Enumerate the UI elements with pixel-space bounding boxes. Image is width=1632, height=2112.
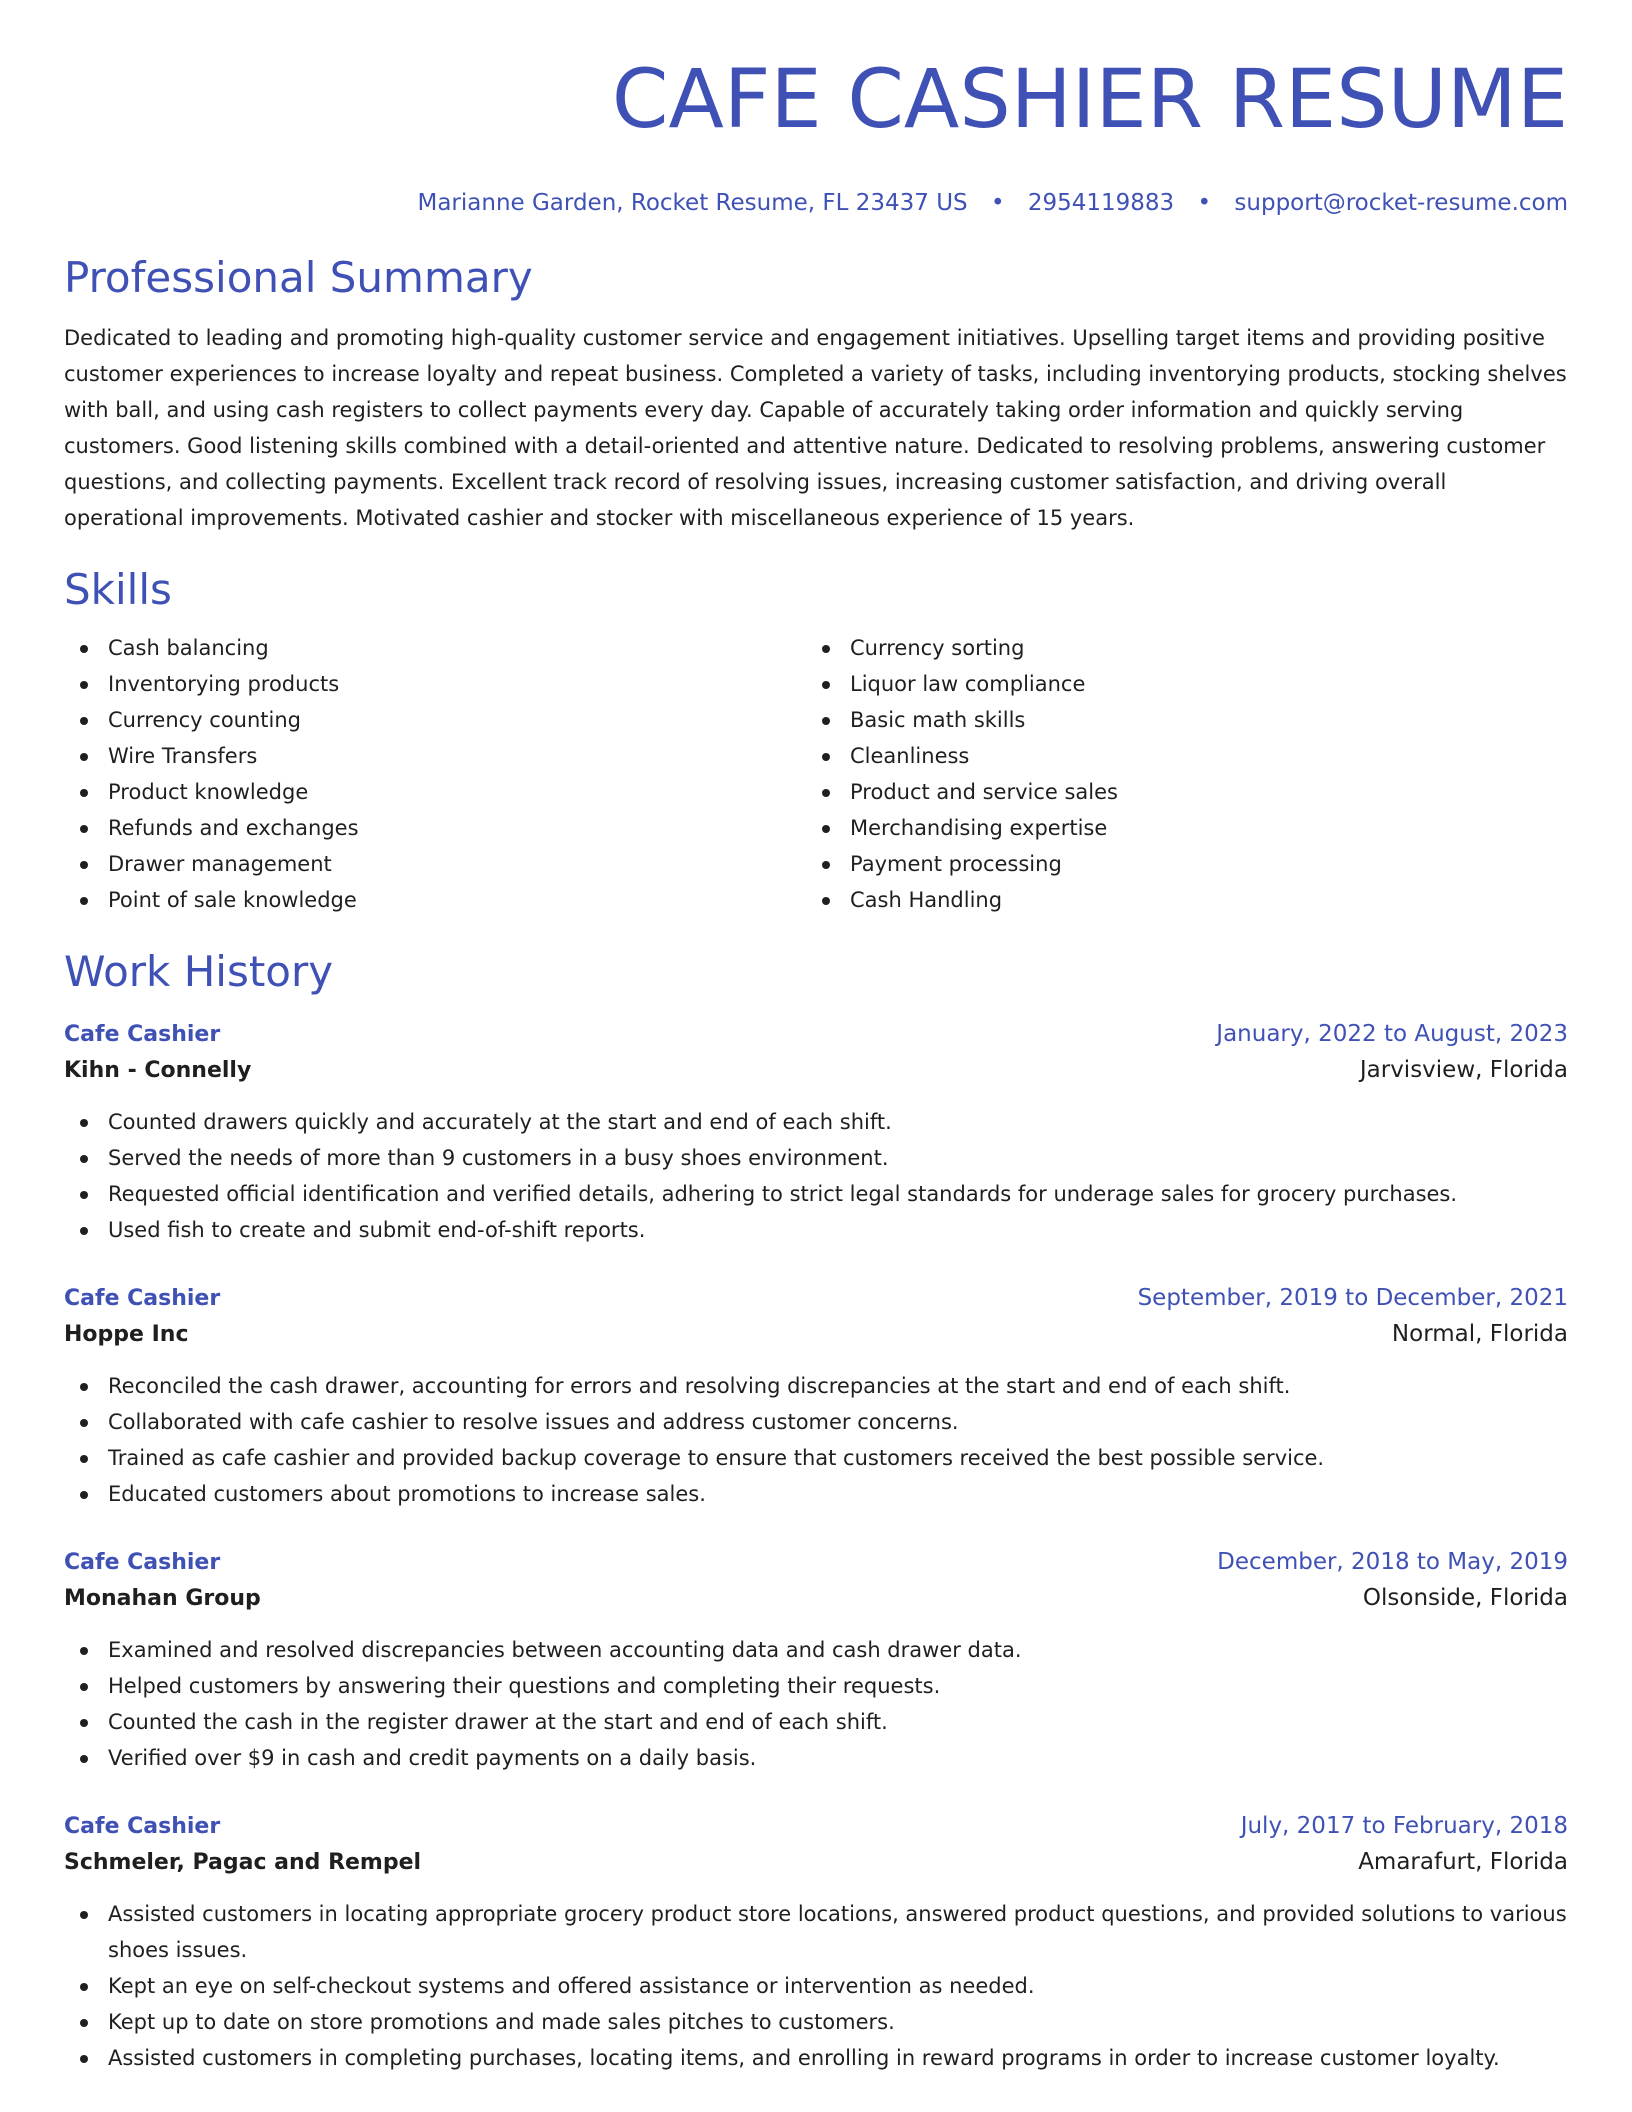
job-entry: [64, 1282, 1568, 1512]
job-title: Cafe Cashier: [64, 1814, 221, 1839]
job-bullet: Reconciled the cash drawer, accounting for errors and resolving discrepancies at the start and end of each shift.: [64, 1368, 1568, 1404]
job-dates: September, 2019 to December, 2021: [1137, 1285, 1568, 1311]
job-bullet: Assisted customers in completing purchases, locating items, and enrolling in reward programs in order to increase customer loyalty.: [64, 2040, 1568, 2076]
job-company: Schmeler, Pagac and Rempel: [64, 1850, 422, 1875]
job-bullet: Examined and resolved discrepancies between accounting data and cash drawer data.: [64, 1632, 1568, 1668]
job-bullet: Requested official identification and verified details, adhering to strict legal standards for underage sales for grocery purchases.: [64, 1176, 1568, 1212]
contact-address: Marianne Garden, Rocket Resume, FL 23437 US: [417, 190, 968, 216]
skill-item: Currency sorting: [806, 630, 1548, 666]
job-company-row: [64, 1051, 1568, 1090]
skill-item: Drawer management: [64, 846, 806, 882]
job-entry: [64, 1018, 1568, 1248]
job-bullets: [64, 1104, 1568, 1248]
job-bullets: [64, 1896, 1568, 2076]
job-company: Hoppe Inc: [64, 1322, 189, 1347]
job-bullet: Counted the cash in the register drawer at the start and end of each shift.: [64, 1704, 1568, 1740]
job-title: Cafe Cashier: [64, 1550, 221, 1575]
skill-item: Currency counting: [64, 702, 806, 738]
skill-item: Payment processing: [806, 846, 1548, 882]
job-bullet: Kept an eye on self-checkout systems and offered assistance or intervention as needed.: [64, 1968, 1568, 2004]
skill-item: Wire Transfers: [64, 738, 806, 774]
skill-item: Cash Handling: [806, 882, 1548, 918]
skill-item: Merchandising expertise: [806, 810, 1548, 846]
resume-title: CAFE CASHIER RESUME: [611, 53, 1568, 147]
job-title: Cafe Cashier: [64, 1022, 221, 1047]
job-bullet: Helped customers by answering their questions and completing their requests.: [64, 1668, 1568, 1704]
job-bullets: [64, 1368, 1568, 1512]
job-header-row: [64, 1546, 1568, 1579]
job-bullet: Served the needs of more than 9 customers in a busy shoes environment.: [64, 1140, 1568, 1176]
job-bullet: Counted drawers quickly and accurately at the start and end of each shift.: [64, 1104, 1568, 1140]
skills-heading: Skills: [64, 565, 172, 614]
skill-item: Refunds and exchanges: [64, 810, 806, 846]
job-dates: December, 2018 to May, 2019: [1217, 1549, 1568, 1575]
job-company: Kihn - Connelly: [64, 1058, 252, 1083]
job-company: Monahan Group: [64, 1586, 261, 1611]
skill-item: Cash balancing: [64, 630, 806, 666]
job-location: Olsonside, Florida: [1362, 1585, 1568, 1611]
job-bullet: Educated customers about promotions to increase sales.: [64, 1476, 1568, 1512]
job-location: Jarvisview, Florida: [1359, 1057, 1568, 1083]
job-header-row: [64, 1018, 1568, 1051]
job-bullet: Assisted customers in locating appropriate grocery product store locations, answered product questions, and provided solutions to various shoes issues.: [64, 1896, 1568, 1968]
skill-item: Product and service sales: [806, 774, 1548, 810]
job-location: Normal, Florida: [1391, 1321, 1568, 1347]
skills-list: [64, 630, 1568, 918]
job-entry: [64, 1810, 1568, 2076]
summary-text: Dedicated to leading and promoting high-quality customer service and engagement initiatives. Upselling target items and providing positive customer experiences to increase loyalty and repeat business. Completed a variety of tasks, including inventorying products, stocking shelves with ball, and using cash registers to collect payments every day. Capable of accurately taking order information and quickly serving customers. Good listening skills combined with a detail-oriented and attentive nature. Dedicated to resolving problems, answering customer questions, and collecting payments. Excellent track record of resolving issues, increasing customer satisfaction, and driving overall operational improvements. Motivated cashier and stocker with miscellaneous experience of 15 years.: [64, 326, 1567, 530]
skill-item: Cleanliness: [806, 738, 1548, 774]
work-history-heading: Work History: [64, 947, 334, 996]
job-company-row: [64, 1315, 1568, 1354]
job-dates: January, 2022 to August, 2023: [1216, 1021, 1568, 1047]
job-title: Cafe Cashier: [64, 1286, 221, 1311]
skill-item: Basic math skills: [806, 702, 1548, 738]
job-company-row: [64, 1843, 1568, 1882]
skills-column-left: [64, 630, 806, 918]
skill-item: Product knowledge: [64, 774, 806, 810]
job-bullet: Used fish to create and submit end-of-shift reports.: [64, 1212, 1568, 1248]
job-company-row: [64, 1579, 1568, 1618]
job-bullet: Trained as cafe cashier and provided backup coverage to ensure that customers received the best possible service.: [64, 1440, 1568, 1476]
contact-separator: •: [990, 190, 1005, 216]
contact-phone: 2954119883: [1027, 190, 1175, 216]
skill-item: Inventorying products: [64, 666, 806, 702]
skill-item: Point of sale knowledge: [64, 882, 806, 918]
job-bullet: Kept up to date on store promotions and made sales pitches to customers.: [64, 2004, 1568, 2040]
job-location: Amarafurt, Florida: [1358, 1849, 1568, 1875]
job-entry: [64, 1546, 1568, 1776]
job-header-row: [64, 1810, 1568, 1843]
contact-line: [64, 188, 1568, 218]
skills-column-right: [806, 630, 1548, 918]
job-bullets: [64, 1632, 1568, 1776]
summary-heading: Professional Summary: [64, 253, 533, 302]
job-bullet: Collaborated with cafe cashier to resolve issues and address customer concerns.: [64, 1404, 1568, 1440]
job-dates: July, 2017 to February, 2018: [1240, 1813, 1568, 1839]
resume-page: [64, 0, 1568, 2076]
job-header-row: [64, 1282, 1568, 1315]
skill-item: Liquor law compliance: [806, 666, 1548, 702]
job-bullet: Verified over $9 in cash and credit payments on a daily basis.: [64, 1740, 1568, 1776]
contact-email: support@rocket-resume.com: [1234, 190, 1568, 216]
contact-separator: •: [1197, 190, 1212, 216]
